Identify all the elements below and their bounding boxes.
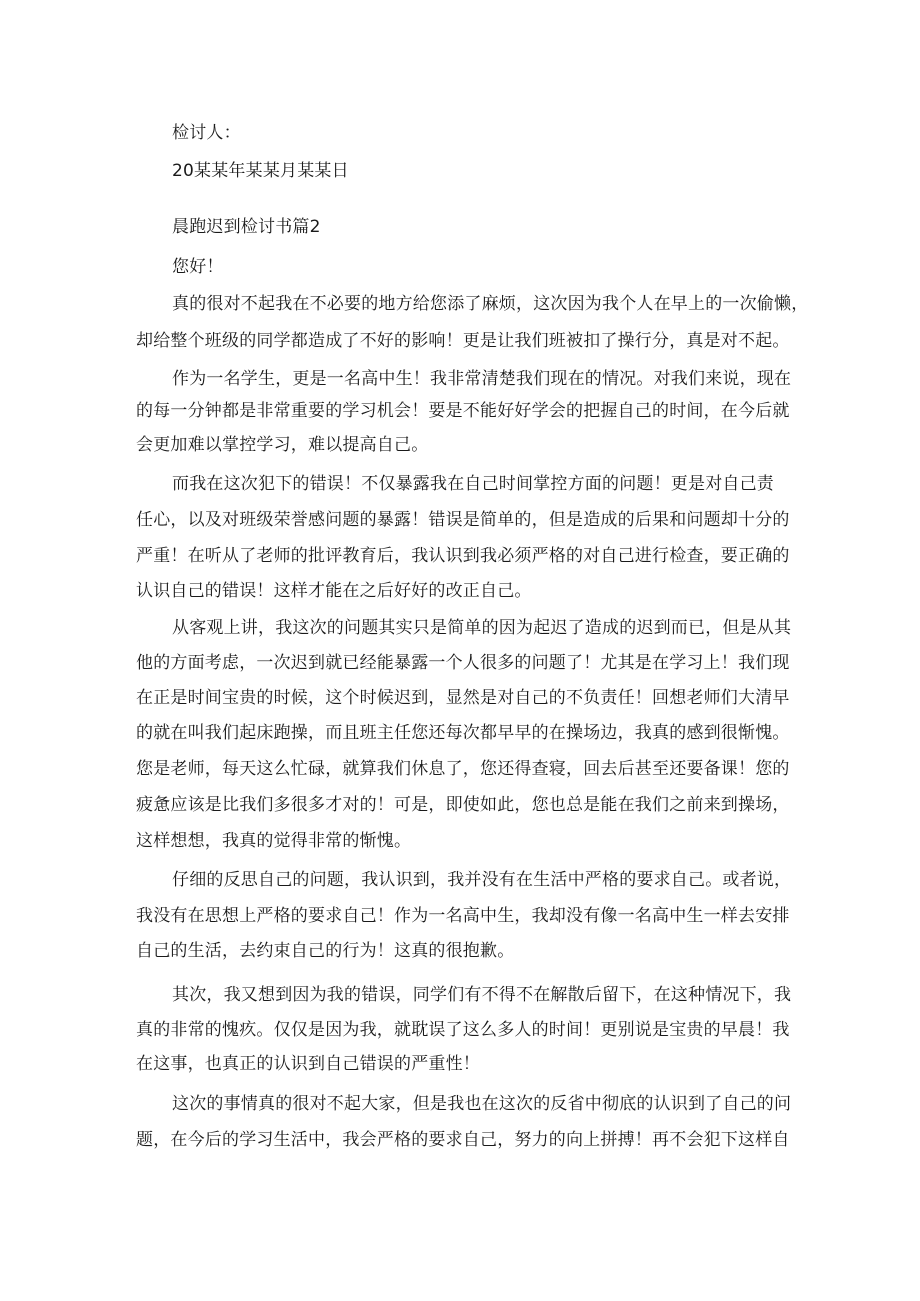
paragraph-line: 在正是时间宝贵的时候，这个时候迟到，显然是对自己的不负责任！回想老师们大清早 xyxy=(136,688,790,708)
paragraph-line: 这样想想，我真的觉得非常的惭愧。 xyxy=(136,831,412,851)
paragraph-line: 题，在今后的学习生活中，我会严格的要求自己，努力的向上拼搏！再不会犯下这样自 xyxy=(136,1130,790,1150)
paragraph-line: 严重！在听从了老师的批评教育后，我认识到我必须严格的对自己进行检查，要正确的 xyxy=(136,546,790,566)
paragraph-line: 自己的生活，去约束自己的行为！这真的很抱歉。 xyxy=(136,941,515,961)
paragraph-line: 认识自己的错误！这样才能在之后好好的改正自己。 xyxy=(136,581,532,601)
section-title: 晨跑迟到检讨书篇2 xyxy=(172,217,321,237)
paragraph-line: 疲惫应该是比我们多很多才对的！可是，即使如此，您也总是能在我们之前来到操场， xyxy=(136,795,790,815)
paragraph-line: 会更加难以掌控学习，难以提高自己。 xyxy=(136,435,429,455)
greeting: 您好！ xyxy=(172,257,224,277)
paragraph-line: 从客观上讲，我这次的问题其实只是简单的因为起迟了造成的迟到而已，但是从其 xyxy=(172,618,792,638)
paragraph-line: 您是老师，每天这么忙碌，就算我们休息了，您还得查寝，回去后甚至还要备课！您的 xyxy=(136,759,790,779)
paragraph-line: 作为一名学生，更是一名高中生！我非常清楚我们现在的情况。对我们来说，现在 xyxy=(172,369,792,389)
paragraph-line: 真的很对不起我在不必要的地方给您添了麻烦，这次因为我个人在早上的一次偷懒， xyxy=(172,294,809,314)
paragraph-line: 我没有在思想上严格的要求自己！作为一名高中生，我却没有像一名高中生一样去安排 xyxy=(136,906,790,926)
paragraph-line: 仔细的反思自己的问题，我认识到，我并没有在生活中严格的要求自己。或者说， xyxy=(172,870,792,890)
paragraph-line: 在这事，也真正的认识到自己错误的严重性！ xyxy=(136,1054,480,1074)
paragraph-line: 的就在叫我们起床跑操，而且班主任您还每次都早早的在操场边，我真的感到很惭愧。 xyxy=(136,723,790,743)
paragraph-line: 真的非常的愧疚。仅仅是因为我，就耽误了这么多人的时间！更别说是宝贵的早晨！我 xyxy=(136,1020,790,1040)
paragraph-line: 的每一分钟都是非常重要的学习机会！要是不能好好学会的把握自己的时间，在今后就 xyxy=(136,401,790,421)
paragraph-line: 他的方面考虑，一次迟到就已经能暴露一个人很多的问题了！尤其是在学习上！我们现 xyxy=(136,653,790,673)
paragraph-line: 其次，我又想到因为我的错误，同学们有不得不在解散后留下，在这种情况下，我 xyxy=(172,985,792,1005)
paragraph-line: 而我在这次犯下的错误！不仅暴露我在自己时间掌控方面的问题！更是对自己责 xyxy=(172,474,774,494)
date-line: 20某某年某某月某某日 xyxy=(172,161,349,181)
reviewer-label: 检讨人： xyxy=(172,123,241,143)
paragraph-line: 任心，以及对班级荣誉感问题的暴露！错误是简单的，但是造成的后果和问题却十分的 xyxy=(136,510,790,530)
paragraph-line: 却给整个班级的同学都造成了不好的影响！更是让我们班被扣了操行分，真是对不起。 xyxy=(136,331,790,351)
paragraph-line: 这次的事情真的很对不起大家，但是我也在这次的反省中彻底的认识到了自己的问 xyxy=(172,1094,792,1114)
